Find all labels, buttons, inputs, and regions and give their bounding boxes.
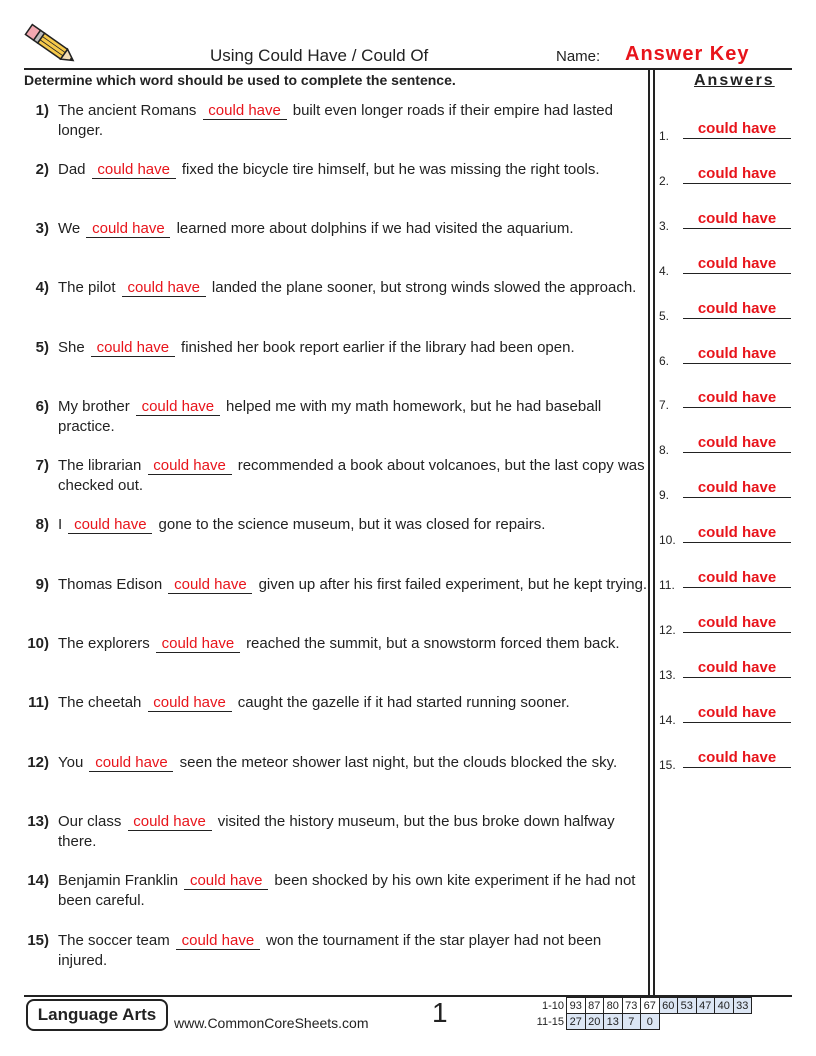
question-text-before: She	[58, 339, 85, 356]
answer-item	[659, 431, 793, 458]
question-number: 15)	[27, 932, 49, 949]
question-text	[58, 219, 650, 239]
answer-number: 4.	[659, 263, 670, 278]
question-text-before: Thomas Edison	[58, 576, 163, 593]
answer-number: 3.	[659, 218, 670, 233]
answer-line[interactable]: could have	[683, 524, 791, 543]
answer-blank[interactable]: could have	[136, 398, 220, 416]
answer-item	[659, 117, 793, 143]
answer-item	[659, 521, 793, 548]
question-text-after: recommended a book about volcanoes, but the last copy was checked out.	[58, 457, 645, 494]
answer-key-label: Answer Key	[625, 43, 750, 65]
answer-line[interactable]: could have	[683, 479, 791, 498]
answer-blank[interactable]: could have	[148, 694, 232, 712]
question-item	[24, 812, 650, 851]
question-item	[24, 575, 650, 595]
question-text	[58, 931, 650, 970]
page-number: 1	[432, 997, 448, 1028]
answer-item	[659, 342, 793, 368]
answer-blank[interactable]: could have	[148, 457, 232, 475]
score-cell: 67	[641, 998, 660, 1014]
answer-line[interactable]: could have	[683, 210, 791, 229]
question-text	[58, 338, 650, 358]
worksheet-title: Using Could Have / Could Of	[210, 46, 429, 65]
column-divider-right	[653, 68, 655, 998]
answer-item	[659, 297, 793, 323]
question-text	[58, 397, 650, 436]
answer-line[interactable]: could have	[683, 255, 791, 274]
score-cell: 27	[567, 1014, 586, 1030]
question-text	[58, 101, 650, 140]
question-text-before: I	[58, 516, 63, 533]
answer-item	[659, 611, 793, 637]
answer-line[interactable]: could have	[683, 704, 791, 723]
question-text-before: We	[58, 220, 81, 237]
answer-line[interactable]: could have	[683, 749, 791, 768]
answer-number: 6.	[659, 353, 670, 368]
question-number: 8)	[35, 516, 49, 533]
answer-number: 10.	[659, 533, 676, 548]
question-text-after: caught the gazelle if it had started running sooner.	[237, 694, 570, 711]
score-cell: 53	[678, 998, 697, 1014]
answer-number: 2.	[659, 173, 670, 188]
question-text-before: Benjamin Franklin	[58, 872, 179, 889]
header-divider	[24, 68, 792, 70]
score-cell: 60	[659, 998, 678, 1014]
pencil-icon	[20, 22, 82, 68]
answer-item	[659, 476, 793, 503]
question-text	[58, 753, 650, 773]
answer-blank[interactable]: could have	[168, 576, 252, 594]
answer-blank[interactable]: could have	[91, 339, 175, 357]
question-text-after: won the tournament if the star player had not been injured.	[58, 932, 602, 969]
question-text	[58, 634, 650, 654]
answer-blank[interactable]: could have	[122, 279, 206, 297]
question-text-after: seen the meteor shower last night, but the clouds blocked the sky.	[179, 754, 618, 771]
question-number: 5)	[35, 339, 49, 356]
answer-blank[interactable]: could have	[128, 813, 212, 831]
question-item	[24, 278, 650, 298]
answer-item	[659, 656, 793, 682]
question-item	[24, 219, 650, 239]
question-item	[24, 634, 650, 654]
score-row-label: 11-15	[536, 1015, 564, 1028]
question-text	[58, 515, 650, 535]
question-number: 7)	[35, 457, 49, 474]
question-item	[24, 456, 650, 495]
question-text-after: reached the summit, but a snowstorm forced them back.	[246, 635, 620, 652]
question-number: 9)	[35, 576, 49, 593]
question-text-after: given up after his first failed experiment, but he kept trying.	[258, 576, 648, 593]
score-cell: 80	[604, 998, 623, 1014]
answer-item	[659, 746, 793, 772]
question-item	[24, 160, 650, 180]
score-row	[528, 1014, 752, 1030]
answer-item	[659, 566, 793, 592]
answer-blank[interactable]: could have	[176, 932, 260, 950]
answer-blank[interactable]: could have	[89, 754, 173, 772]
question-text-before: You	[58, 754, 84, 771]
name-label: Name:	[556, 48, 601, 65]
question-text-before: My brother	[58, 398, 130, 415]
question-text	[58, 871, 650, 910]
score-row-label: 1-10	[541, 999, 564, 1012]
question-item	[24, 515, 650, 535]
answer-line[interactable]: could have	[683, 614, 791, 633]
question-number: 14)	[27, 872, 49, 889]
answer-blank[interactable]: could have	[184, 872, 268, 890]
question-text-before: The cheetah	[58, 694, 142, 711]
question-text	[58, 575, 650, 595]
answer-number: 8.	[659, 443, 670, 458]
question-number: 3)	[35, 220, 49, 237]
question-number: 6)	[35, 398, 49, 415]
question-number: 13)	[27, 813, 49, 830]
question-text-after: been shocked by his own kite experiment if he had not been careful.	[58, 872, 636, 909]
score-cell: 33	[733, 998, 752, 1014]
answer-item	[659, 701, 793, 727]
score-cell: 47	[696, 998, 715, 1014]
answer-blank[interactable]: could have	[203, 102, 287, 120]
question-text	[58, 278, 650, 298]
answer-number: 12.	[659, 622, 676, 637]
answer-line[interactable]: could have	[683, 389, 791, 408]
question-text-before: Our class	[58, 813, 122, 830]
score-cell: 13	[604, 1014, 623, 1030]
question-text-before: The librarian	[58, 457, 142, 474]
question-item	[24, 338, 650, 358]
answers-heading: Answers	[694, 72, 775, 89]
question-text-before: The pilot	[58, 279, 116, 296]
answer-line[interactable]: could have	[683, 659, 791, 678]
answer-item	[659, 386, 793, 413]
score-cell: 93	[567, 998, 586, 1014]
question-number: 11)	[28, 694, 49, 711]
answer-number: 11.	[659, 578, 675, 592]
question-text-after: visited the history museum, but the bus broke down halfway there.	[58, 813, 615, 850]
answer-line[interactable]: could have	[683, 345, 791, 364]
score-cell: 87	[585, 998, 604, 1014]
question-item	[24, 101, 650, 140]
question-text-after: finished her book report earlier if the library had been open.	[181, 339, 575, 356]
answer-item	[659, 207, 793, 233]
question-item	[24, 397, 650, 436]
score-cell: 0	[641, 1014, 660, 1030]
answer-number: 5.	[659, 308, 670, 323]
answer-item	[659, 252, 793, 278]
answer-line[interactable]: could have	[683, 569, 791, 588]
question-item	[24, 753, 650, 773]
answer-blank[interactable]: could have	[68, 516, 152, 534]
question-text-before: The ancient Romans	[58, 102, 197, 119]
website-link[interactable]: www.CommonCoreSheets.com	[174, 1015, 369, 1031]
score-table	[528, 997, 752, 1030]
question-number: 1)	[35, 102, 49, 119]
question-text-after: fixed the bicycle tire himself, but he was missing the right tools.	[181, 161, 600, 178]
question-text	[58, 812, 650, 851]
question-text-after: helped me with my math homework, but he had baseball practice.	[58, 398, 602, 435]
answer-line[interactable]: could have	[683, 300, 791, 319]
answer-item	[659, 162, 793, 188]
question-number: 2)	[35, 161, 49, 178]
answer-number: 15.	[659, 757, 676, 772]
question-text	[58, 456, 650, 495]
question-number: 10)	[27, 635, 49, 652]
question-text-after: gone to the science museum, but it was closed for repairs.	[158, 516, 546, 533]
question-text-before: The soccer team	[58, 932, 170, 949]
question-number: 12)	[27, 754, 49, 771]
question-text-before: Dad	[58, 161, 86, 178]
answer-number: 1.	[659, 129, 670, 143]
score-cell: 7	[622, 1014, 641, 1030]
question-item	[24, 931, 650, 970]
answer-blank[interactable]: could have	[156, 635, 240, 653]
question-item	[24, 871, 650, 910]
answer-number: 7.	[659, 398, 670, 413]
answer-blank[interactable]: could have	[86, 220, 170, 238]
answer-number: 13.	[659, 667, 676, 682]
question-text-after: landed the plane sooner, but strong winds slowed the approach.	[211, 279, 637, 296]
score-cell: 40	[715, 998, 734, 1014]
answer-number: 9.	[659, 488, 670, 503]
question-text-before: The explorers	[58, 635, 150, 652]
answer-line[interactable]: could have	[683, 165, 791, 184]
score-row	[528, 998, 752, 1014]
answer-number: 14.	[659, 712, 676, 727]
question-text	[58, 160, 650, 180]
instructions: Determine which word should be used to complete the sentence.	[24, 72, 456, 88]
score-cell: 20	[585, 1014, 604, 1030]
answer-line[interactable]: could have	[683, 120, 791, 139]
question-text-after: learned more about dolphins if we had visited the aquarium.	[176, 220, 574, 237]
question-item	[24, 693, 650, 713]
answer-line[interactable]: could have	[683, 434, 791, 453]
subject-badge: Language Arts	[26, 999, 168, 1031]
answer-blank[interactable]: could have	[92, 161, 176, 179]
score-cell: 73	[622, 998, 641, 1014]
question-text-after: built even longer roads if their empire had lasted longer.	[58, 102, 613, 139]
question-text	[58, 693, 650, 713]
question-number: 4)	[35, 279, 49, 296]
